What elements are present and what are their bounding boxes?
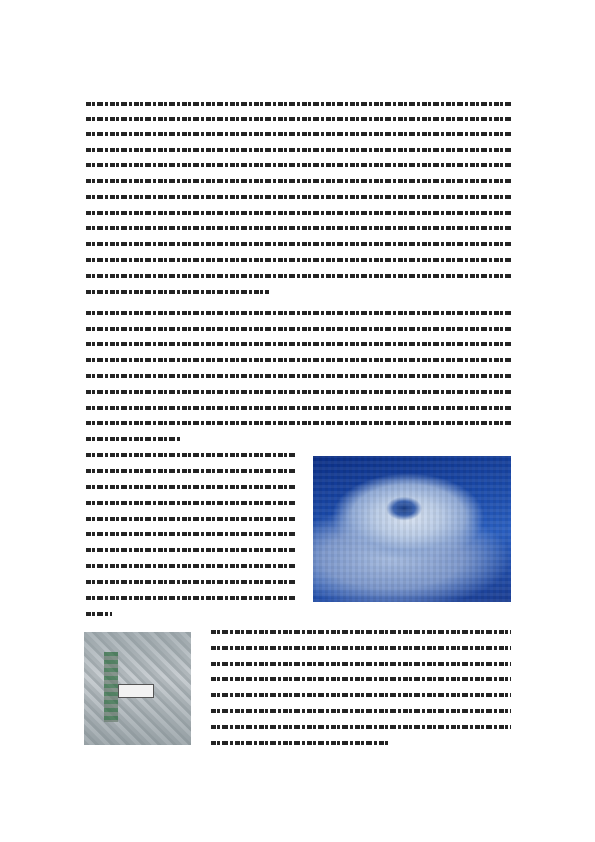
text-line	[86, 102, 511, 106]
text-line	[86, 274, 511, 278]
text-line	[211, 646, 511, 650]
text-line	[86, 242, 511, 246]
text-line	[86, 358, 511, 362]
text-line	[86, 132, 511, 136]
text-line	[86, 501, 297, 505]
text-line	[86, 453, 297, 457]
text-line	[86, 117, 511, 121]
text-line	[86, 148, 511, 152]
text-line	[86, 532, 297, 536]
text-line	[211, 741, 389, 745]
text-line	[211, 725, 511, 729]
text-line	[86, 290, 269, 294]
text-line	[211, 662, 511, 666]
text-line	[86, 342, 511, 346]
text-line	[86, 469, 297, 473]
text-line	[211, 709, 511, 713]
text-line	[86, 211, 511, 215]
text-line	[86, 226, 511, 230]
text-line	[86, 612, 112, 616]
text-line	[86, 195, 511, 199]
flood-street-photo	[84, 632, 191, 745]
text-line	[211, 693, 511, 697]
text-line	[86, 311, 511, 315]
text-line	[86, 517, 297, 521]
text-line	[86, 421, 511, 425]
text-line	[86, 485, 297, 489]
text-line	[86, 437, 182, 441]
text-line	[86, 163, 511, 167]
text-line	[86, 327, 511, 331]
text-line	[86, 580, 297, 584]
text-line	[86, 390, 511, 394]
hurricane-satellite-image	[313, 456, 511, 602]
text-line	[211, 677, 511, 681]
text-line	[86, 548, 297, 552]
text-line	[211, 630, 511, 634]
text-line	[86, 374, 511, 378]
text-line	[86, 596, 297, 600]
text-line	[86, 179, 511, 183]
text-line	[86, 406, 511, 410]
text-line	[86, 564, 297, 568]
text-line	[86, 258, 511, 262]
